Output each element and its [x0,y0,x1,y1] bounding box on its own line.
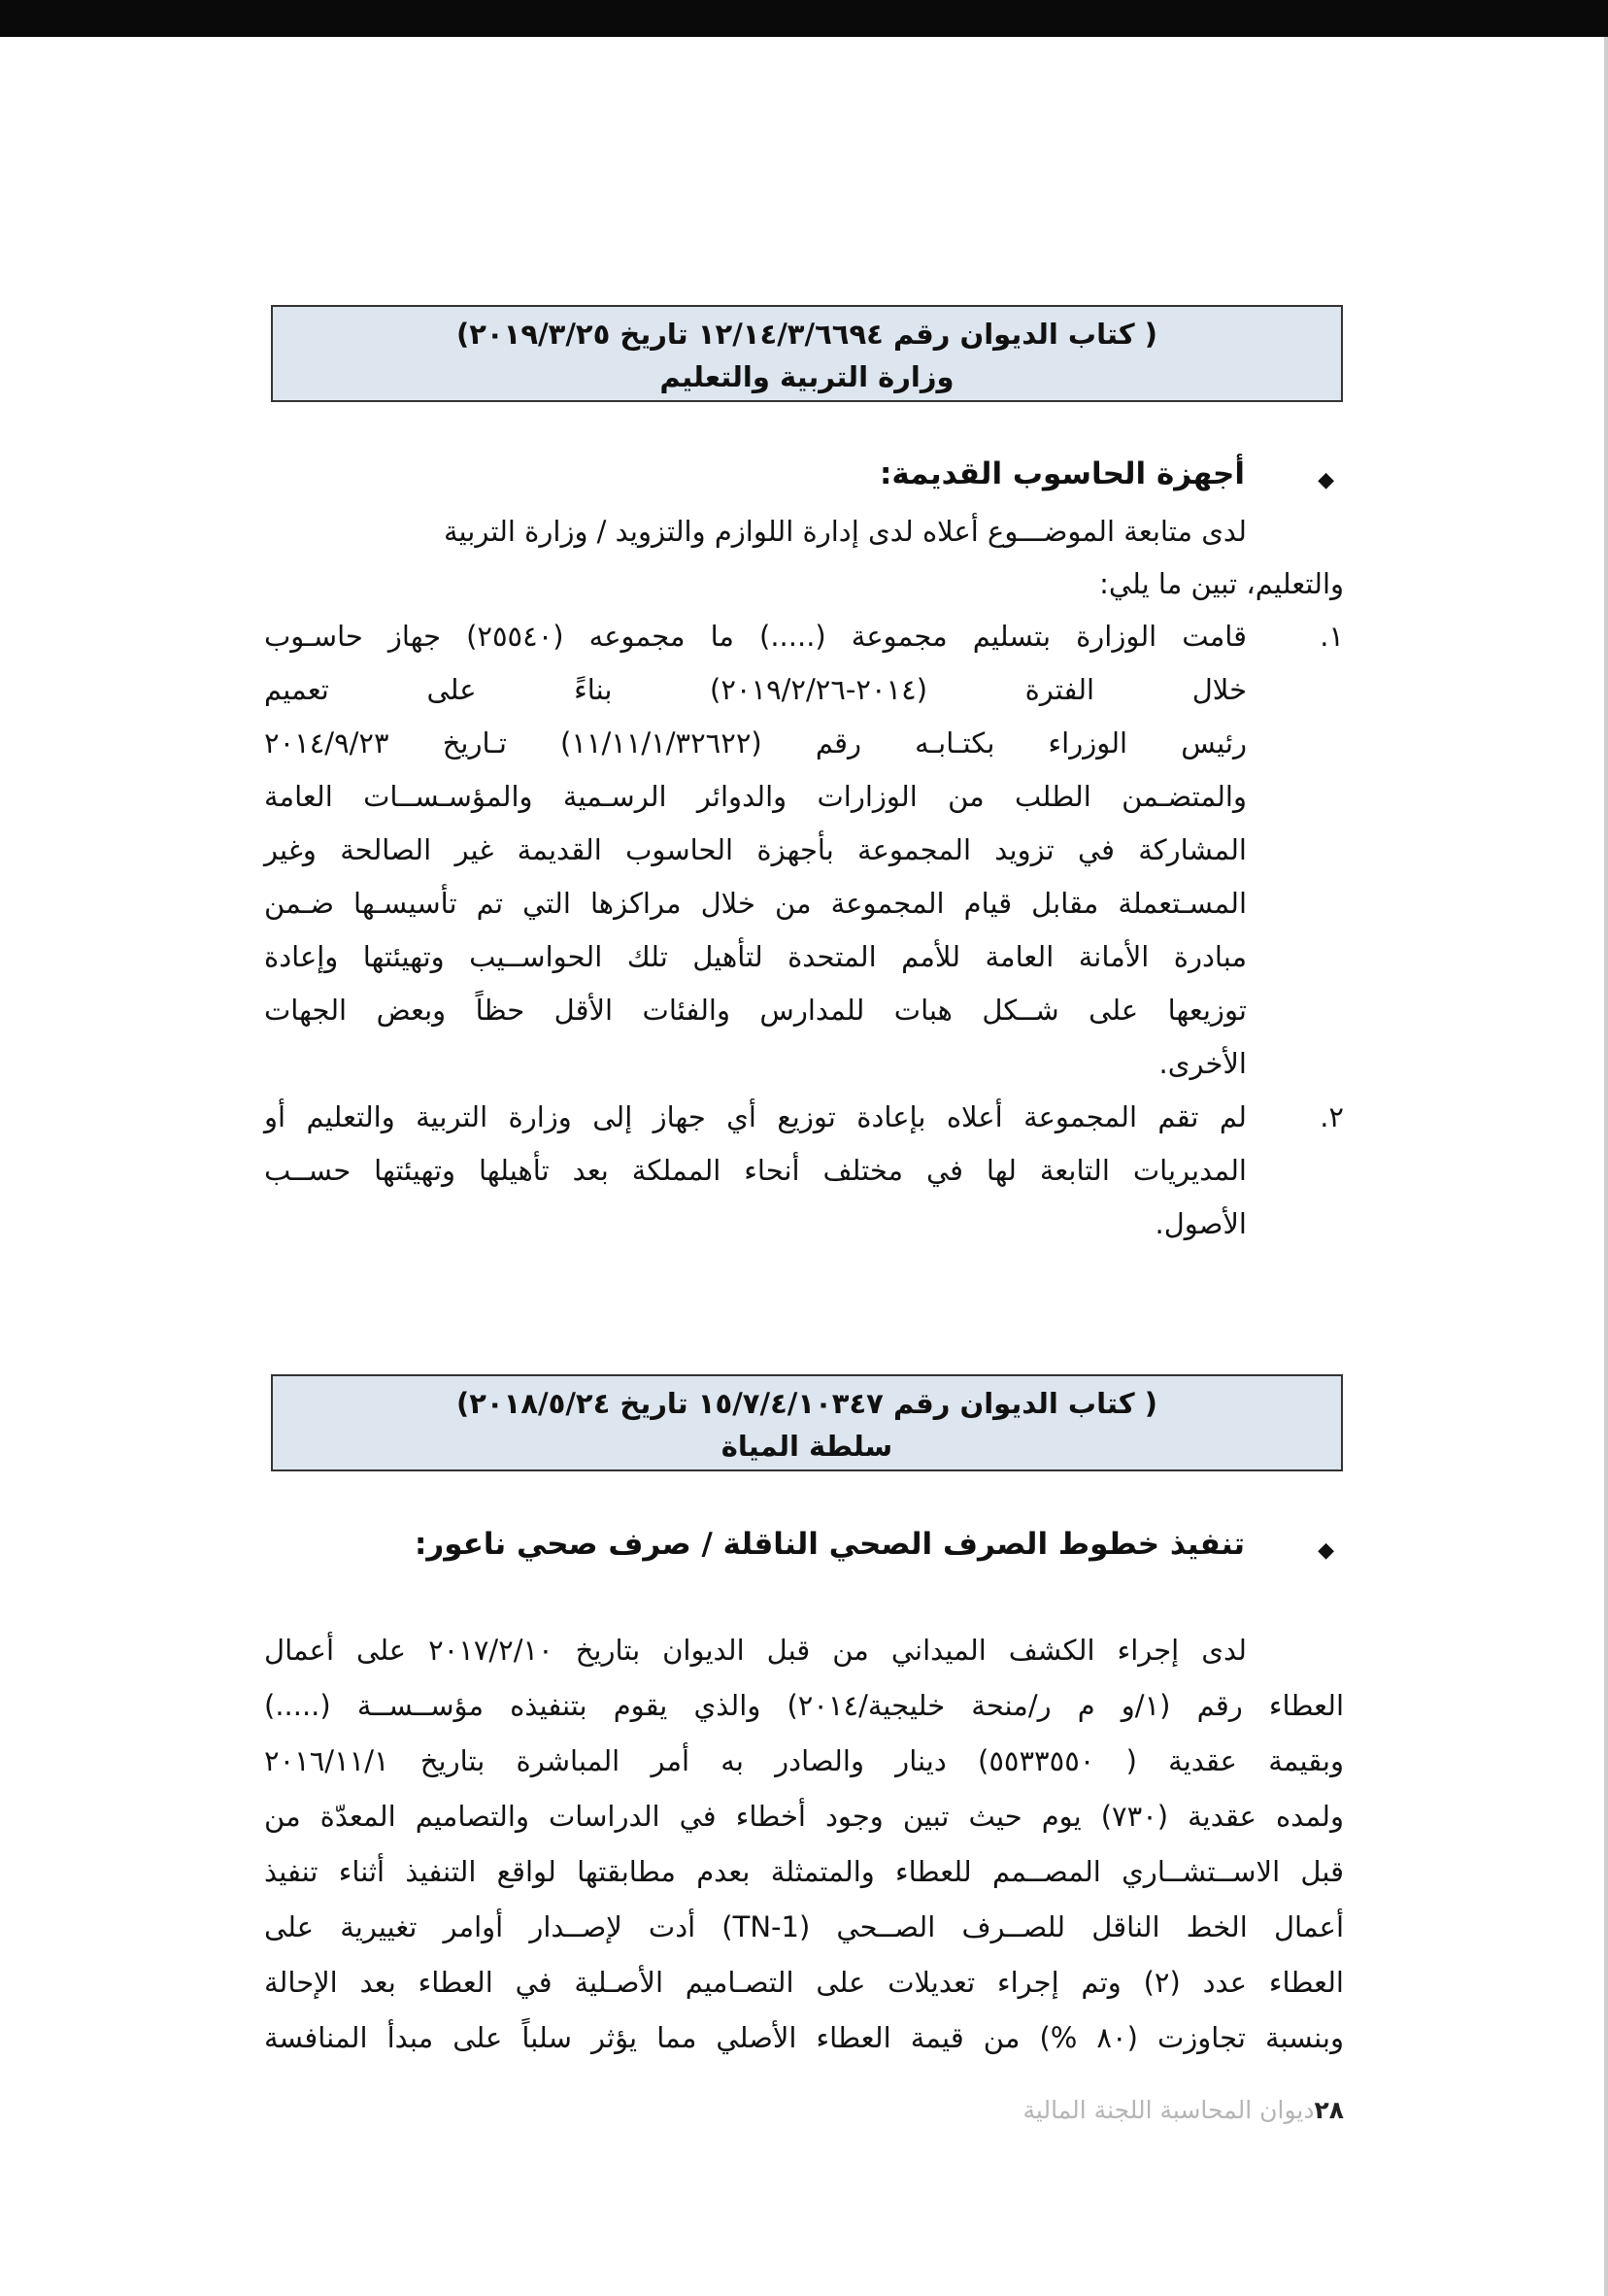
paragraph-line: وبقيمة عقدية ( ٥٥٣٣٥٥٠) دينار والصادر به أمر المباشرة بتاريخ ٢٠١٦/١١/١ [264,1744,1344,1777]
intro-line: لدى متابعة الموضـــوع أعلاه لدى إدارة اللوازم والتزويد / وزارة التربية [443,515,1247,548]
footer-text: ديوان المحاسبة اللجنة المالية [1022,2096,1315,2124]
diamond-bullet-icon: ◆ [1318,1538,1334,1563]
list-item-line: توزيعها على شــكل هبات للمدارس والفئات الأقل حظاً وبعض الجهات [264,994,1247,1027]
paragraph-line: العطاء رقم (١/و م ر/منحة خليجية/٢٠١٤) والذي يقوم بتنفيذه مؤســســة (.....) [264,1689,1345,1722]
section-heading: تنفيذ خطوط الصرف الصحي الناقلة / صرف صحي ناعور: [415,1527,1245,1562]
scan-top-border [0,0,1608,37]
page-number: ٢٨ [1314,2096,1344,2124]
list-number: ٢. [1320,1100,1344,1133]
list-item-line: الأصول. [1155,1207,1247,1240]
list-number: ١. [1320,620,1344,653]
entity-name: سلطة المياة [720,1430,893,1463]
list-item-line: خلال الفترة (٢٠١٤-٢٠١٩/٢/٢٦) بناءً على تعميم [264,673,1248,706]
section-heading: أجهزة الحاسوب القديمة: [879,456,1245,491]
list-item-line: مبادرة الأمانة العامة للأمم المتحدة لتأهيل تلك الحواســيب وتهيئتها وإعادة [264,940,1247,973]
list-item-line: والمتضـمن الطلب من الوزارات والدوائر الرسـمية والمؤسـســات العامة [264,780,1247,813]
scan-right-border [1604,37,1608,2296]
list-item-line: المشاركة في تزويد المجموعة بأجهزة الحاسوب القديمة غير الصالحة وغير [264,833,1247,866]
letter-reference: ( كتاب الديوان رقم ١٥/٧/٤/١٠٣٤٧ تاريخ ٢٠١٨/٥/٢٤) [455,1387,1158,1420]
paragraph-line: وبنسبة تجاوزت (٨٠ %) من قيمة العطاء الأصلي مما يؤثر سلباً على مبدأ المنافسة [264,2021,1344,2054]
intro-line: والتعليم، تبين ما يلي: [1099,567,1344,600]
paragraph-line: ولمده عقدية (٧٣٠) يوم حيث تبين وجود أخطاء في الدراسات والتصاميم المعدّة من [264,1800,1344,1833]
letter-reference: ( كتاب الديوان رقم ١٢/١٤/٣/٦٦٩٤ تاريخ ٢٠١٩/٣/٢٥) [455,318,1158,351]
page-footer [1023,2096,1344,2124]
letter-reference-box-2 [271,1374,1343,1471]
letter-reference-box-1 [271,305,1343,402]
paragraph-line: قبل الاســتشــاري المصــمم للعطاء والمتمثلة بعدم مطابقتها لواقع التنفيذ أثناء تنفيذ [264,1855,1344,1888]
list-item-line: الأخرى. [1158,1047,1247,1080]
list-item-line: المسـتعملة مقابل قيام المجموعة من خلال مراكزها التي تم تأسيسـها ضـمن [264,887,1247,920]
diamond-bullet-icon: ◆ [1318,468,1334,492]
entity-name: وزارة التربية والتعليم [659,360,955,393]
paragraph-line: العطاء عدد (٢) وتم إجراء تعديلات على التصـاميم الأصـلية في العطاء بعد الإحالة [264,1966,1344,1999]
list-item-line: لم تقم المجموعة أعلاه بإعادة توزيع أي جهاز إلى وزارة التربية والتعليم أو [264,1100,1247,1133]
list-item-line: المديريات التابعة لها في مختلف أنحاء المملكة بعد تأهيلها وتهيئتها حســب [264,1154,1247,1187]
paragraph-line: لدى إجراء الكشف الميداني من قبل الديوان بتاريخ ٢٠١٧/٢/١٠ على أعمال [264,1634,1247,1667]
paragraph-line: أعمال الخط الناقل للصــرف الصــحي (TN-1) أدت لإصــدار أوامر تغييرية على [264,1910,1344,1943]
list-item-line: قامت الوزارة بتسليم مجموعة (.....) ما مجموعه (٢٥٥٤٠) جهاز حاسـوب [264,620,1247,653]
list-item-line: رئيس الوزراء بكتـابـه رقم (١١/١١/١/٣٢٦٢٢) تـاريخ ٢٠١٤/٩/٢٣ [264,726,1248,760]
